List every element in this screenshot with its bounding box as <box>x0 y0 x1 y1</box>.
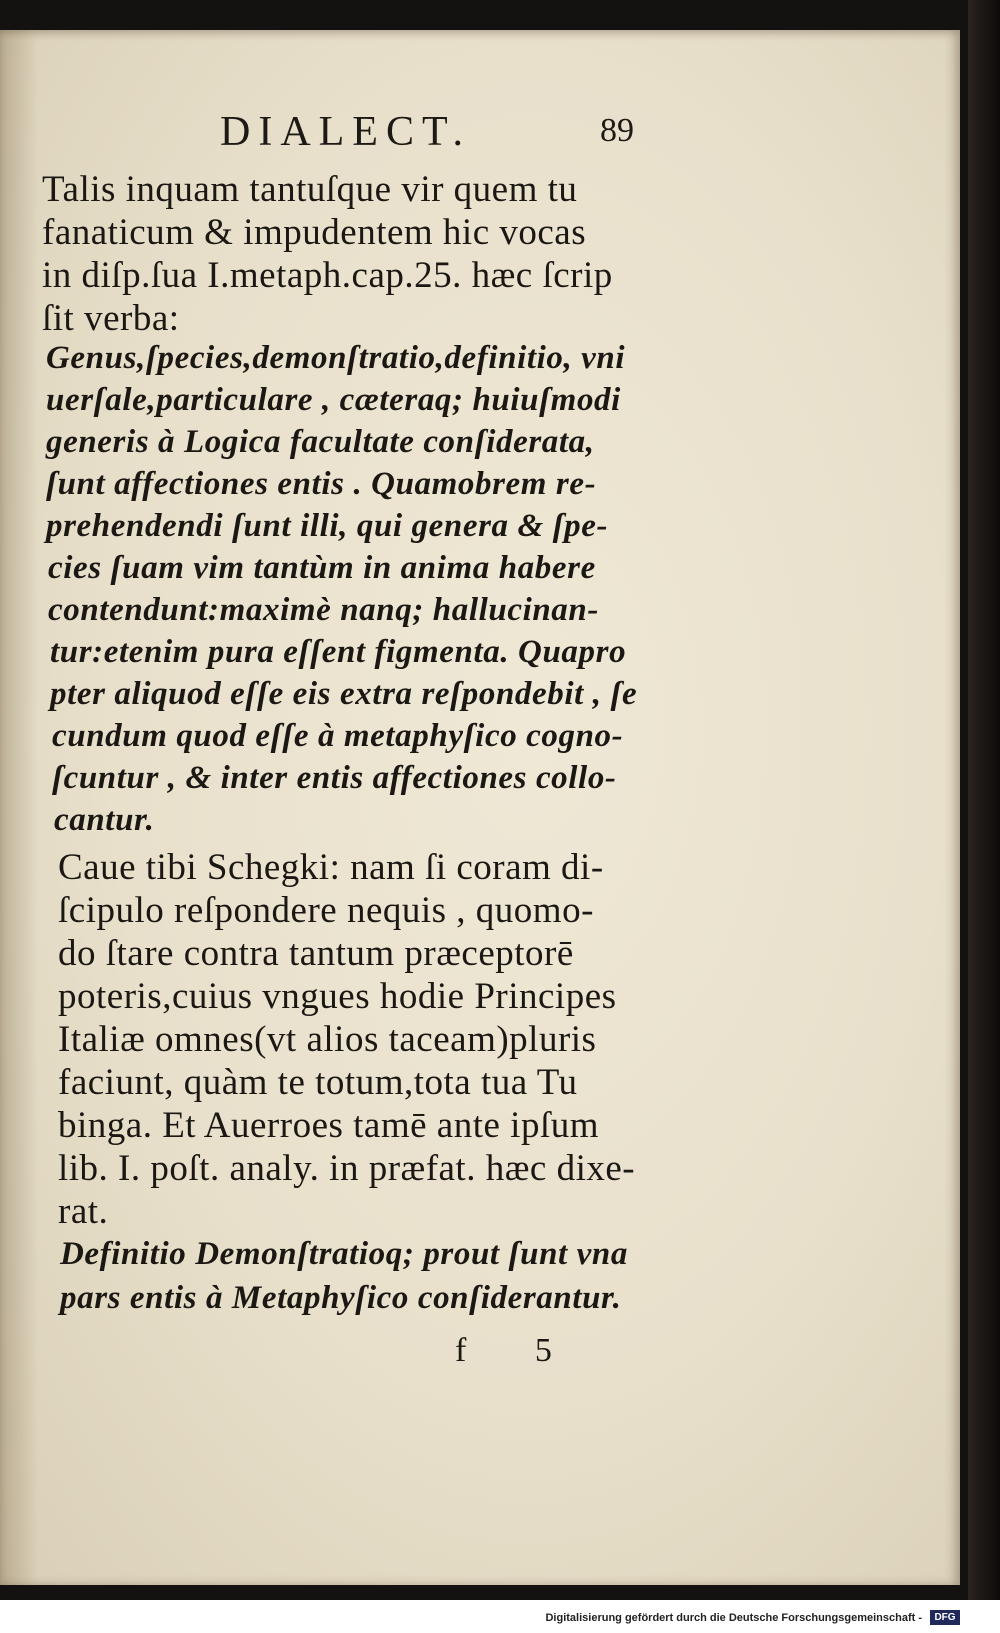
text-line-italic: ſunt affectiones entis . Quamobrem re- <box>46 466 597 502</box>
text-line: rat. <box>58 1191 109 1232</box>
text-line-italic: Definitio Demonſtratioq; prout ſunt vna <box>60 1236 628 1272</box>
text-line-italic: pars entis à Metaphyſico conſiderantur. <box>60 1280 622 1316</box>
text-line: binga. Et Auerroes tamē ante ipſum <box>58 1105 600 1146</box>
page-gutter-shadow <box>0 30 38 1585</box>
text-line: faciunt, quàm te totum,tota tua Tu <box>58 1062 578 1103</box>
book-page <box>0 30 960 1585</box>
text-line-italic: ſcuntur , & inter entis affectiones collo- <box>52 760 617 796</box>
page-header <box>0 108 960 168</box>
text-line: do ſtare contra tantum præceptorē <box>58 933 574 974</box>
text-line: Caue tibi Schegki: nam ſi coram di- <box>58 847 604 888</box>
funding-credit: Digitalisierung gefördert durch die Deutsche Forschungsgemeinschaft - <box>545 1612 922 1624</box>
signature-mark: f 5 <box>455 1332 582 1369</box>
text-line-italic: tur:etenim pura eſſent figmenta. Quapro <box>50 634 627 670</box>
scan-footer-bar <box>0 1600 1000 1633</box>
text-line-italic: uerſale,particulare , cæteraq; huiuſmodi <box>46 382 621 418</box>
text-line: ſit verba: <box>42 298 180 339</box>
book-edge <box>968 0 1000 1600</box>
page-number: 89 <box>600 112 634 149</box>
text-line-italic: cies ſuam vim tantùm in anima habere <box>48 550 596 586</box>
text-line: in diſp.ſua I.metaph.cap.25. hæc ſcrip <box>42 255 613 296</box>
text-line-italic: pter aliquod eſſe eis extra reſpondebit , ſe <box>50 676 638 712</box>
text-line: lib. I. poſt. analy. in præfat. hæc dixe- <box>58 1148 636 1189</box>
text-line: fanaticum & impudentem hic vocas <box>42 212 587 253</box>
text-line: Italiæ omnes(vt alios taceam)pluris <box>58 1019 597 1060</box>
text-line-italic: Genus,ſpecies,demonſtratio,definitio, vni <box>46 340 626 376</box>
running-head: DIALECT. <box>220 109 472 155</box>
text-line: poteris,cuius vngues hodie Principes <box>58 976 617 1017</box>
dfg-logo: DFG <box>930 1610 960 1625</box>
text-line-italic: generis à Logica facultate conſiderata, <box>46 424 595 460</box>
text-line-italic: contendunt:maximè nanq; hallucinan- <box>48 592 599 628</box>
text-line: Talis inquam tantuſque vir quem tu <box>42 169 578 210</box>
text-line: ſcipulo reſpondere nequis , quomo- <box>58 890 594 931</box>
text-line-italic: cantur. <box>54 802 155 838</box>
text-line-italic: prehendendi ſunt illi, qui genera & ſpe- <box>46 508 609 544</box>
text-line-italic: cundum quod eſſe à metaphyſico cogno- <box>52 718 624 754</box>
